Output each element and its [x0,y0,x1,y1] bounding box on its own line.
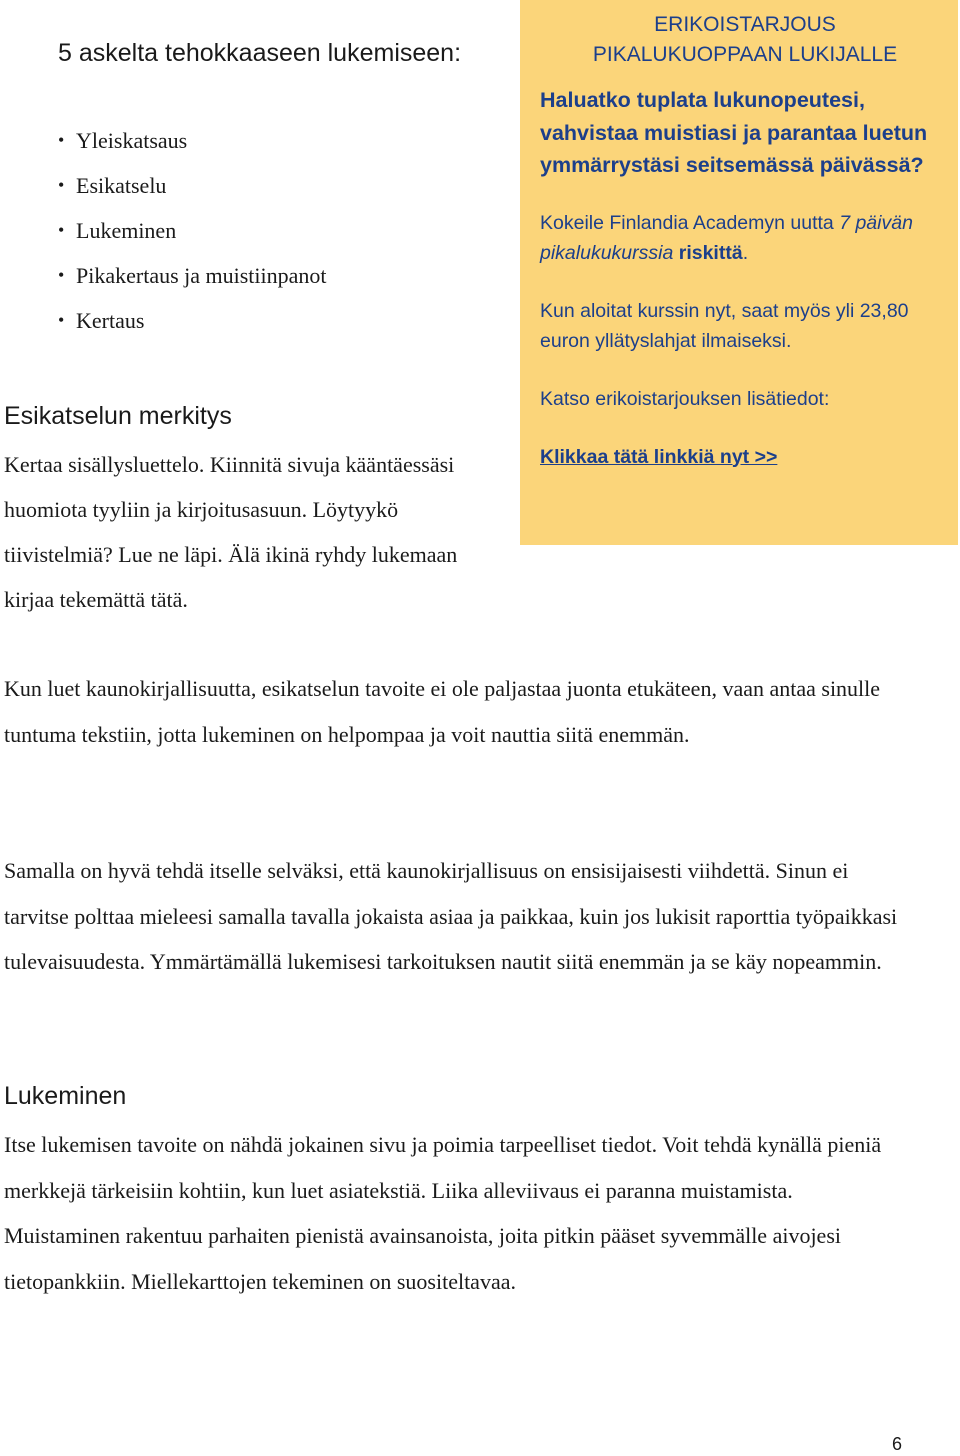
page-number: 6 [891,1434,902,1454]
offer-course-risk: riskittä [673,241,743,264]
offer-link[interactable]: Klikkaa tätä linkkiä nyt >> [540,445,778,468]
reading-paragraph: Itse lukemisen tavoite on nähdä jokainen sivu ja poimia tarpeelliset tiedot. Voit tehdä kynällä pieniä merkkejä tärkeisiin kohtiin, kun luet asiatekstiä. Liika alleviivaus ei paranna muistamista. Muistaminen rakentuu parhaiten pienistä avainsanoista, joita pitkin pääset syvemmälle aivojesi tietopankkiin. Miellekarttojen tekeminen on suositeltavaa. [4,1132,882,1294]
offer-gift-text: Kun aloitat kurssin nyt, saat myös yli 23,80 euron yllätyslahjat ilmaiseksi. [540,299,909,352]
bullet-icon: • [58,175,65,195]
offer-title-line-2: PIKALUKUOPPAAN LUKIJALLE [592,43,898,66]
preview-text: Kertaa sisällysluettelo. Kiinnitä sivuja kääntäessäsi huomiota tyyliin ja kirjoitusasuun. Löytyykö tiivistelmiä? Lue ne läpi. Älä ikinä ryhdy lukemaan kirjaa tekemättä tätä. [4,452,458,612]
offer-question: Haluatko tuplata lukunopeutesi, vahvistaa muistiasi ja parantaa luetun ymmärrystäsi seitsemässä päivässä? [540,88,928,177]
steps-title: 5 askelta tehokkaaseen lukemiseen: [58,39,462,67]
bullet-icon: • [58,130,65,150]
list-item [58,118,327,163]
offer-course-suffix: . [742,241,749,264]
preview-heading: Esikatselun merkitys [4,402,232,430]
offer-title-line-1: ERIKOISTARJOUS [654,13,836,36]
bullet-icon: • [58,265,65,285]
offer-content [540,0,950,472]
list-item-label: Kertaus [76,308,145,333]
list-item [58,298,327,343]
list-item [58,163,327,208]
fiction-paragraph: Kun luet kaunokirjallisuutta, esikatselun tavoite ei ole paljastaa juonta etukäteen, vaan antaa sinulle tuntuma tekstiin, jotta lukeminen on helpompaa ja voit nauttia siitä enemmän. [4,676,881,747]
offer-box [520,0,958,545]
bullet-icon: • [58,310,65,330]
steps-list [58,118,327,343]
offer-course-prefix: Kokeile Finlandia Academyn uutta [540,211,840,234]
offer-course-name: 7 päivän pikalukukurssia [540,211,913,264]
entertainment-paragraph: Samalla on hyvä tehdä itselle selväksi, että kaunokirjallisuus on ensisijaisesti viihdettä. Sinun ei tarvitse polttaa mieleesi samalla tavalla jokaista asiaa ja paikkaa, kuin jos lukisit raporttia työpaikkasi tulevaisuudesta. Ymmärtämällä lukemisesi tarkoituksen nautit siitä enemmän ja se käy nopeammin. [4,858,898,974]
list-item-label: Pikakertaus ja muistiinpanot [76,263,327,288]
bullet-icon: • [58,220,65,240]
list-item-label: Lukeminen [76,218,177,243]
reading-heading: Lukeminen [4,1082,127,1110]
list-item [58,208,327,253]
list-item-label: Yleiskatsaus [76,128,188,153]
list-item-label: Esikatselu [76,173,167,198]
offer-title [540,10,950,70]
list-item [58,253,327,298]
offer-details-text: Katso erikoistarjouksen lisätiedot: [540,387,830,410]
offer-course-text [540,208,950,268]
